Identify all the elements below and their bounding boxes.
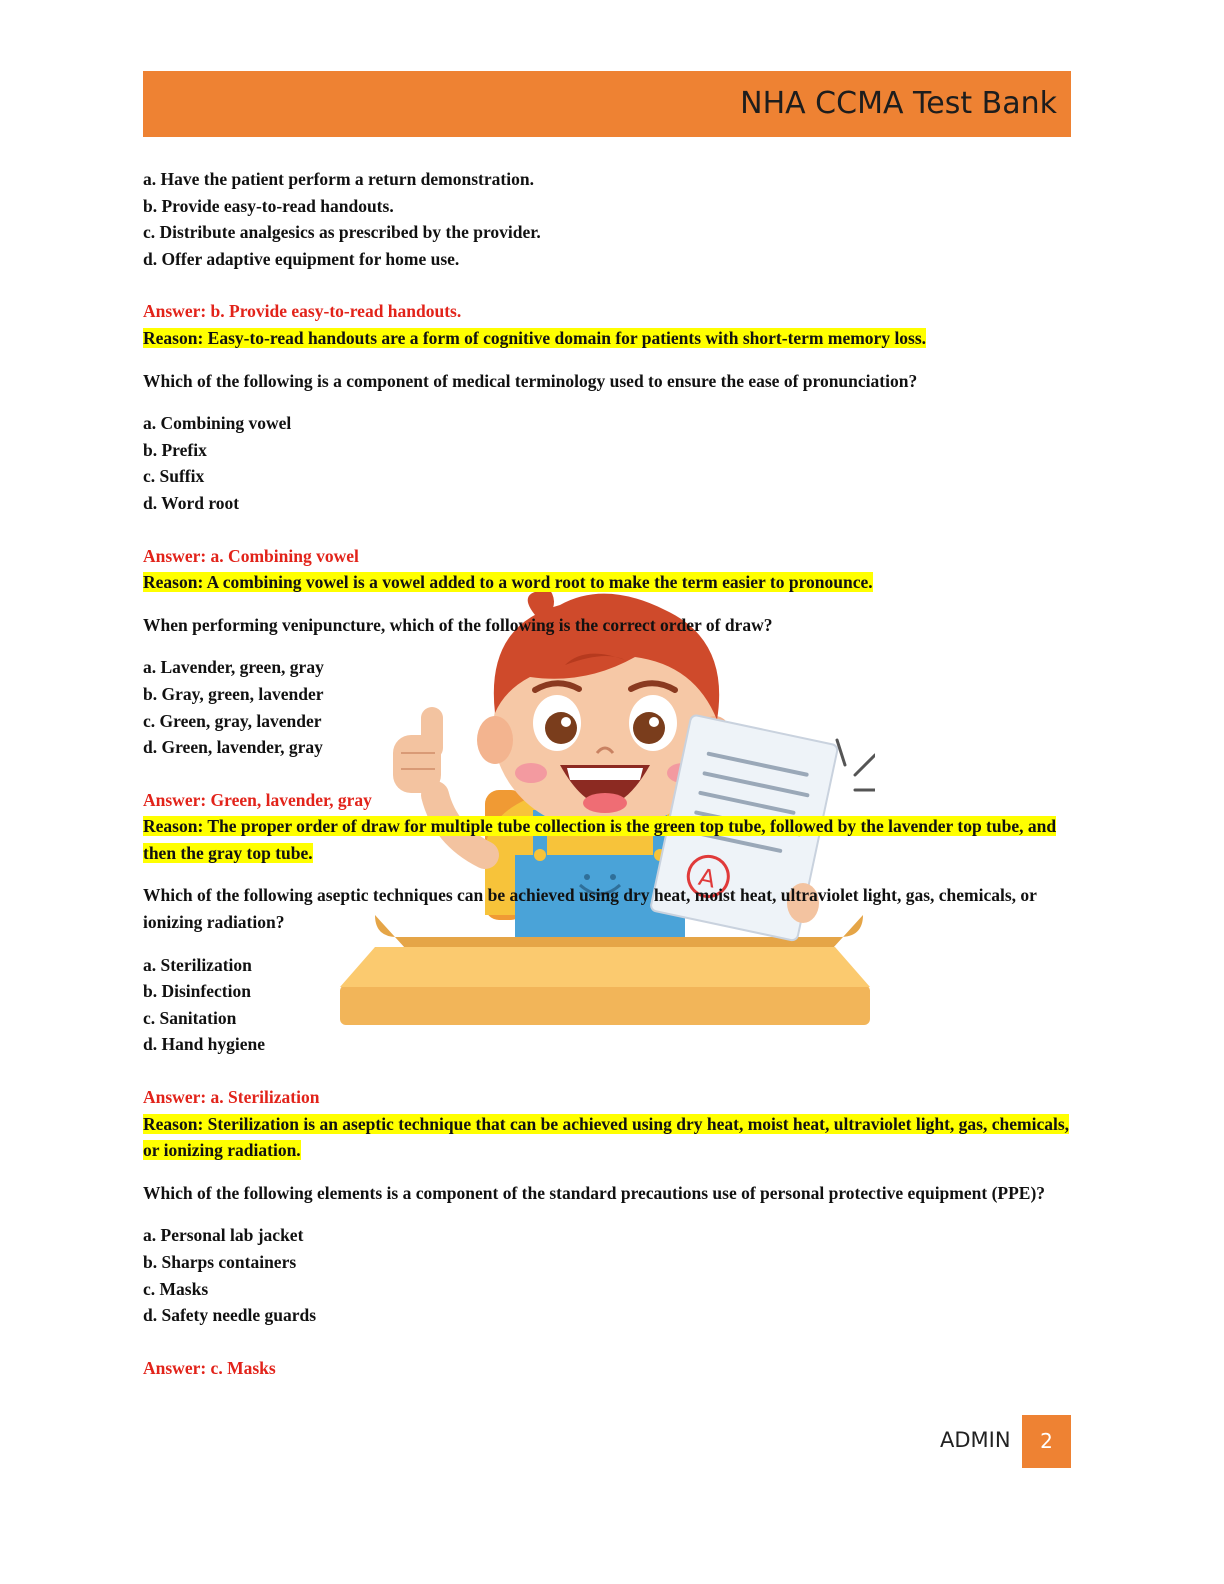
options-list xyxy=(143,952,1071,1058)
answer-line: Answer: a. Sterilization xyxy=(143,1087,320,1108)
options-list xyxy=(143,654,1071,760)
reason-line: Reason: Sterilization is an aseptic technique that can be achieved using dry heat, moist heat, ultraviolet light, gas, chemicals, or ionizing radiation. xyxy=(143,1113,1070,1161)
option: b. Sharps containers xyxy=(143,1252,297,1272)
option: c. Suffix xyxy=(143,466,205,487)
option: d. Safety needle guards xyxy=(143,1305,317,1326)
option: b. Provide easy-to-read handouts. xyxy=(143,195,394,216)
question-text: Which of the following aseptic techniques can be achieved using dry heat, moist heat, ultraviolet light, gas, chemicals, or ionizing radiation? xyxy=(143,885,1037,933)
options-list xyxy=(143,410,1071,516)
option: b. Disinfection xyxy=(143,981,251,1002)
option: b. Gray, green, lavender xyxy=(143,683,324,704)
option: a. Lavender, green, gray xyxy=(143,657,324,678)
page-number-box xyxy=(1022,1415,1071,1468)
option: d. Green, lavender, gray xyxy=(143,737,323,758)
option: a. Personal lab jacket xyxy=(143,1225,304,1246)
option: a. Sterilization xyxy=(143,954,252,975)
answer-line: Answer: c. Masks xyxy=(143,1357,276,1378)
answer-line: Answer: Green, lavender, gray xyxy=(143,789,372,810)
option: c. Sanitation xyxy=(143,1007,237,1028)
options-list xyxy=(143,1222,1071,1328)
answer-line: Answer: a. Combining vowel xyxy=(143,545,359,566)
reason-line: Reason: The proper order of draw for multiple tube collection is the green top tube, followed by the lavender top tube, and then the gray top tube. xyxy=(143,816,1057,863)
question-text: Which of the following is a component of medical terminology used to ensure the ease of pronunciation? xyxy=(143,370,918,391)
options-list xyxy=(143,166,1071,272)
option: d. Hand hygiene xyxy=(143,1034,266,1055)
option: b. Prefix xyxy=(143,439,207,460)
test-bank-content xyxy=(143,166,1071,1381)
option: d. Word root xyxy=(143,492,240,513)
answer-line: Answer: b. Provide easy-to-read handouts. xyxy=(143,301,462,322)
reason-line: Reason: A combining vowel is a vowel added to a word root to make the term easier to pronounce. xyxy=(143,572,873,593)
footer-author: ADMIN xyxy=(940,1428,1011,1452)
option: a. Have the patient perform a return demonstration. xyxy=(143,169,534,189)
grade-mark: A xyxy=(696,862,719,894)
page-number: 2 xyxy=(1040,1429,1053,1453)
option: a. Combining vowel xyxy=(143,413,292,434)
page-title: NHA CCMA Test Bank xyxy=(740,86,1057,121)
option: d. Offer adaptive equipment for home use. xyxy=(143,248,460,269)
header-bar xyxy=(143,71,1071,137)
option: c. Green, gray, lavender xyxy=(143,710,322,731)
option: c. Distribute analgesics as prescribed by the provider. xyxy=(143,222,541,243)
question-text: Which of the following elements is a component of the standard precautions use of personal protective equipment (PPE)? xyxy=(143,1182,1046,1203)
reason-line: Reason: Easy-to-read handouts are a form of cognitive domain for patients with short-term memory loss. xyxy=(143,327,927,348)
option: c. Masks xyxy=(143,1278,209,1299)
question-text: When performing venipuncture, which of the following is the correct order of draw? xyxy=(143,614,773,635)
